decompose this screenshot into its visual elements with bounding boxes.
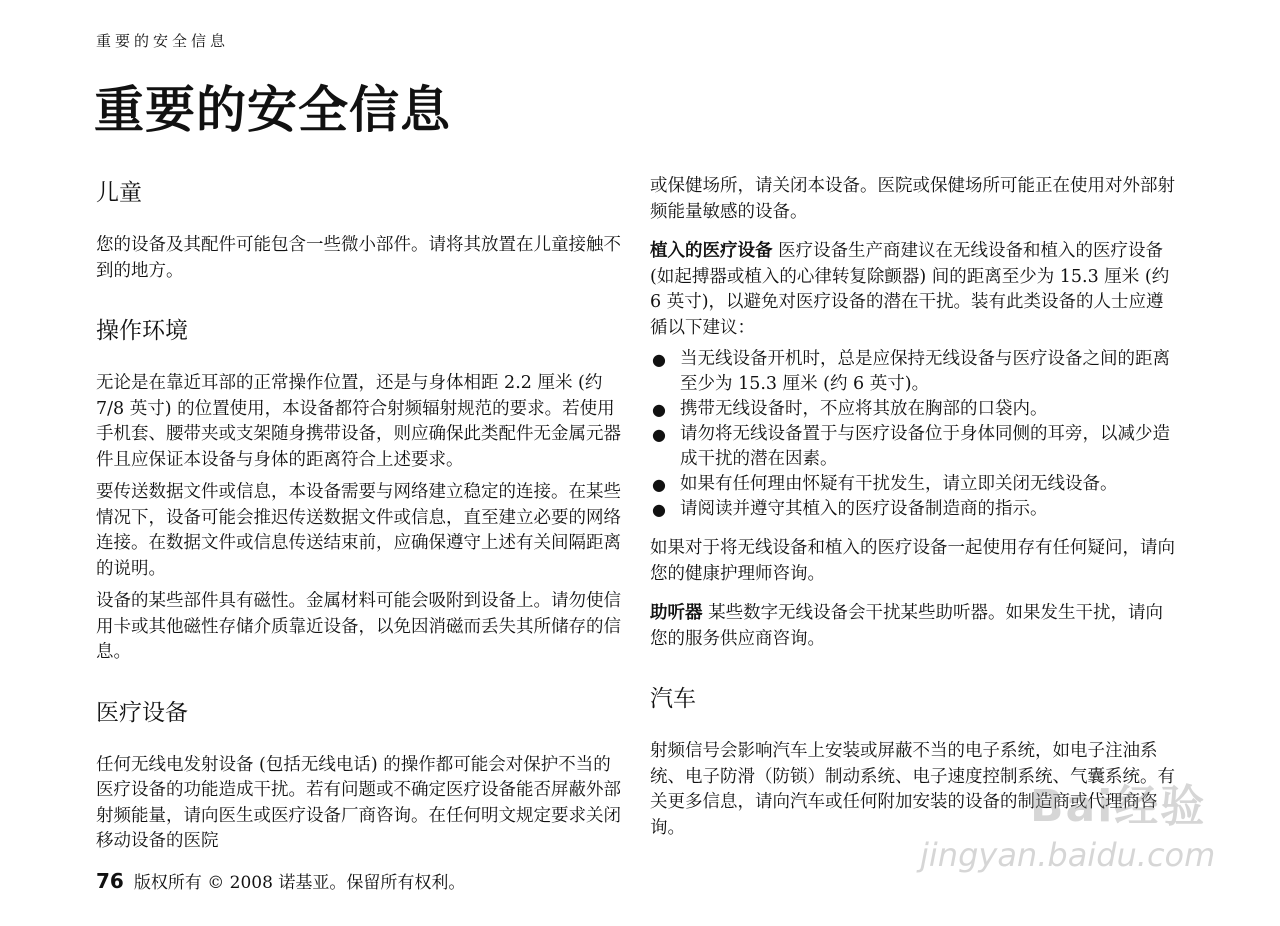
list-item: ● 如果有任何理由怀疑有干扰发生，请立即关闭无线设备。	[650, 472, 1176, 497]
page-footer	[96, 868, 465, 893]
section-heading-medical-devices: 医疗设备	[96, 699, 188, 726]
medical-continued-paragraph: 或保健场所，请关闭本设备。医院或保健场所可能正在使用对外部射频能量敏感的设备。	[650, 176, 1175, 222]
bullet-icon: ●	[652, 350, 666, 369]
right-column	[650, 174, 1176, 841]
watermark	[900, 770, 1220, 880]
vehicles-paragraph: 射频信号会影响汽车上安装或屏蔽不当的电子系统，如电子注油系统、电子防滑（防锁）制动系统、电子速度控制系统、气囊系统。有关更多信息，请向汽车或任何附加安装的设备的制造商或代理商咨询。	[650, 741, 1175, 838]
section-heading-vehicles: 汽车	[650, 686, 696, 712]
running-head: 重要的安全信息	[96, 32, 230, 50]
list-item: ● 当无线设备开机时，总是应保持无线设备与医疗设备之间的距离至少为 15.3 厘米 (约 6 英寸)。	[652, 349, 1170, 394]
bullet-icon: ●	[652, 400, 666, 419]
implanted-devices-text: 医疗设备生产商建议在无线设备和植入的医疗设备 (如起搏器或植入的心律转复除颤器) 间的距离至少为 15.3 厘米 (约 6 英寸)，以避免对医疗设备的潜在干扰。装有此类设备的人士应遵循以下建议：	[650, 241, 1170, 338]
implanted-recommendations-list	[650, 347, 1176, 522]
section-heading-children: 儿童	[96, 180, 142, 206]
bullet-icon: ●	[652, 425, 666, 444]
list-item: ● 请勿将无线设备置于与医疗设备位于身体同侧的耳旁，以减少造成干扰的潜在因素。	[652, 424, 1170, 469]
operating-paragraph-3: 设备的某些部件具有磁性。金属材料可能会吸附到设备上。请勿使信用卡或其他磁性存储介质靠近设备，以免因消磁而丢失其所储存的信息。	[96, 591, 621, 662]
questions-paragraph: 如果对于将无线设备和植入的医疗设备一起使用存有任何疑问，请向您的健康护理师咨询。	[650, 538, 1175, 584]
medical-devices-paragraph: 任何无线电发射设备 (包括无线电话) 的操作都可能会对保护不当的医疗设备的功能造成干扰。若有问题或不确定医疗设备能否屏蔽外部射频能量，请向医生或医疗设备厂商咨询。在任何明文规定要求关闭移动设备的医院	[96, 754, 621, 851]
list-item: ● 携带无线设备时，不应将其放在胸部的口袋内。	[650, 397, 1176, 422]
list-item: ● 请阅读并遵守其植入的医疗设备制造商的指示。	[650, 497, 1176, 522]
section-heading-operating-environment: 操作环境	[96, 318, 188, 344]
operating-paragraph-1: 无论是在靠近耳部的正常操作位置，还是与身体相距 2.2 厘米 (约 7/8 英寸) 的位置使用，本设备都符合射频辐射规范的要求。若使用手机套、腰带夹或支架随身携带设备，则应确保此类配件无金属元器件且应保证本设备与身体的距离符合上述要求。	[96, 373, 621, 470]
hearing-aids-text: 某些数字无线设备会干扰某些助听器。如果发生干扰，请向您的服务供应商咨询。	[650, 603, 1164, 649]
watermark-logo: Bai经验	[1030, 781, 1207, 832]
copyright-notice: 版权所有 © 2008 诺基亚。保留所有权利。	[133, 873, 466, 893]
page-title: 重要的安全信息	[94, 81, 451, 139]
page-number: 76	[96, 869, 124, 893]
hearing-aids-paragraph	[650, 601, 1176, 652]
bullet-icon: ●	[652, 475, 666, 494]
bullet-icon: ●	[652, 500, 666, 519]
children-paragraph: 您的设备及其配件可能包含一些微小部件。请将其放置在儿童接触不到的地方。	[96, 235, 621, 281]
implanted-devices-paragraph	[650, 239, 1176, 341]
hearing-aids-lead: 助听器	[650, 603, 703, 623]
left-column	[96, 174, 622, 855]
operating-paragraph-2: 要传送数据文件或信息，本设备需要与网络建立稳定的连接。在某些情况下，设备可能会推迟传送数据文件或信息，直至建立必要的网络连接。在数据文件或信息传送结束前，应确保遵守上述有关间隔距离的说明。	[96, 482, 621, 579]
watermark-url: jingyan.baidu.com	[920, 836, 1216, 874]
implanted-devices-lead: 植入的医疗设备	[650, 241, 773, 261]
